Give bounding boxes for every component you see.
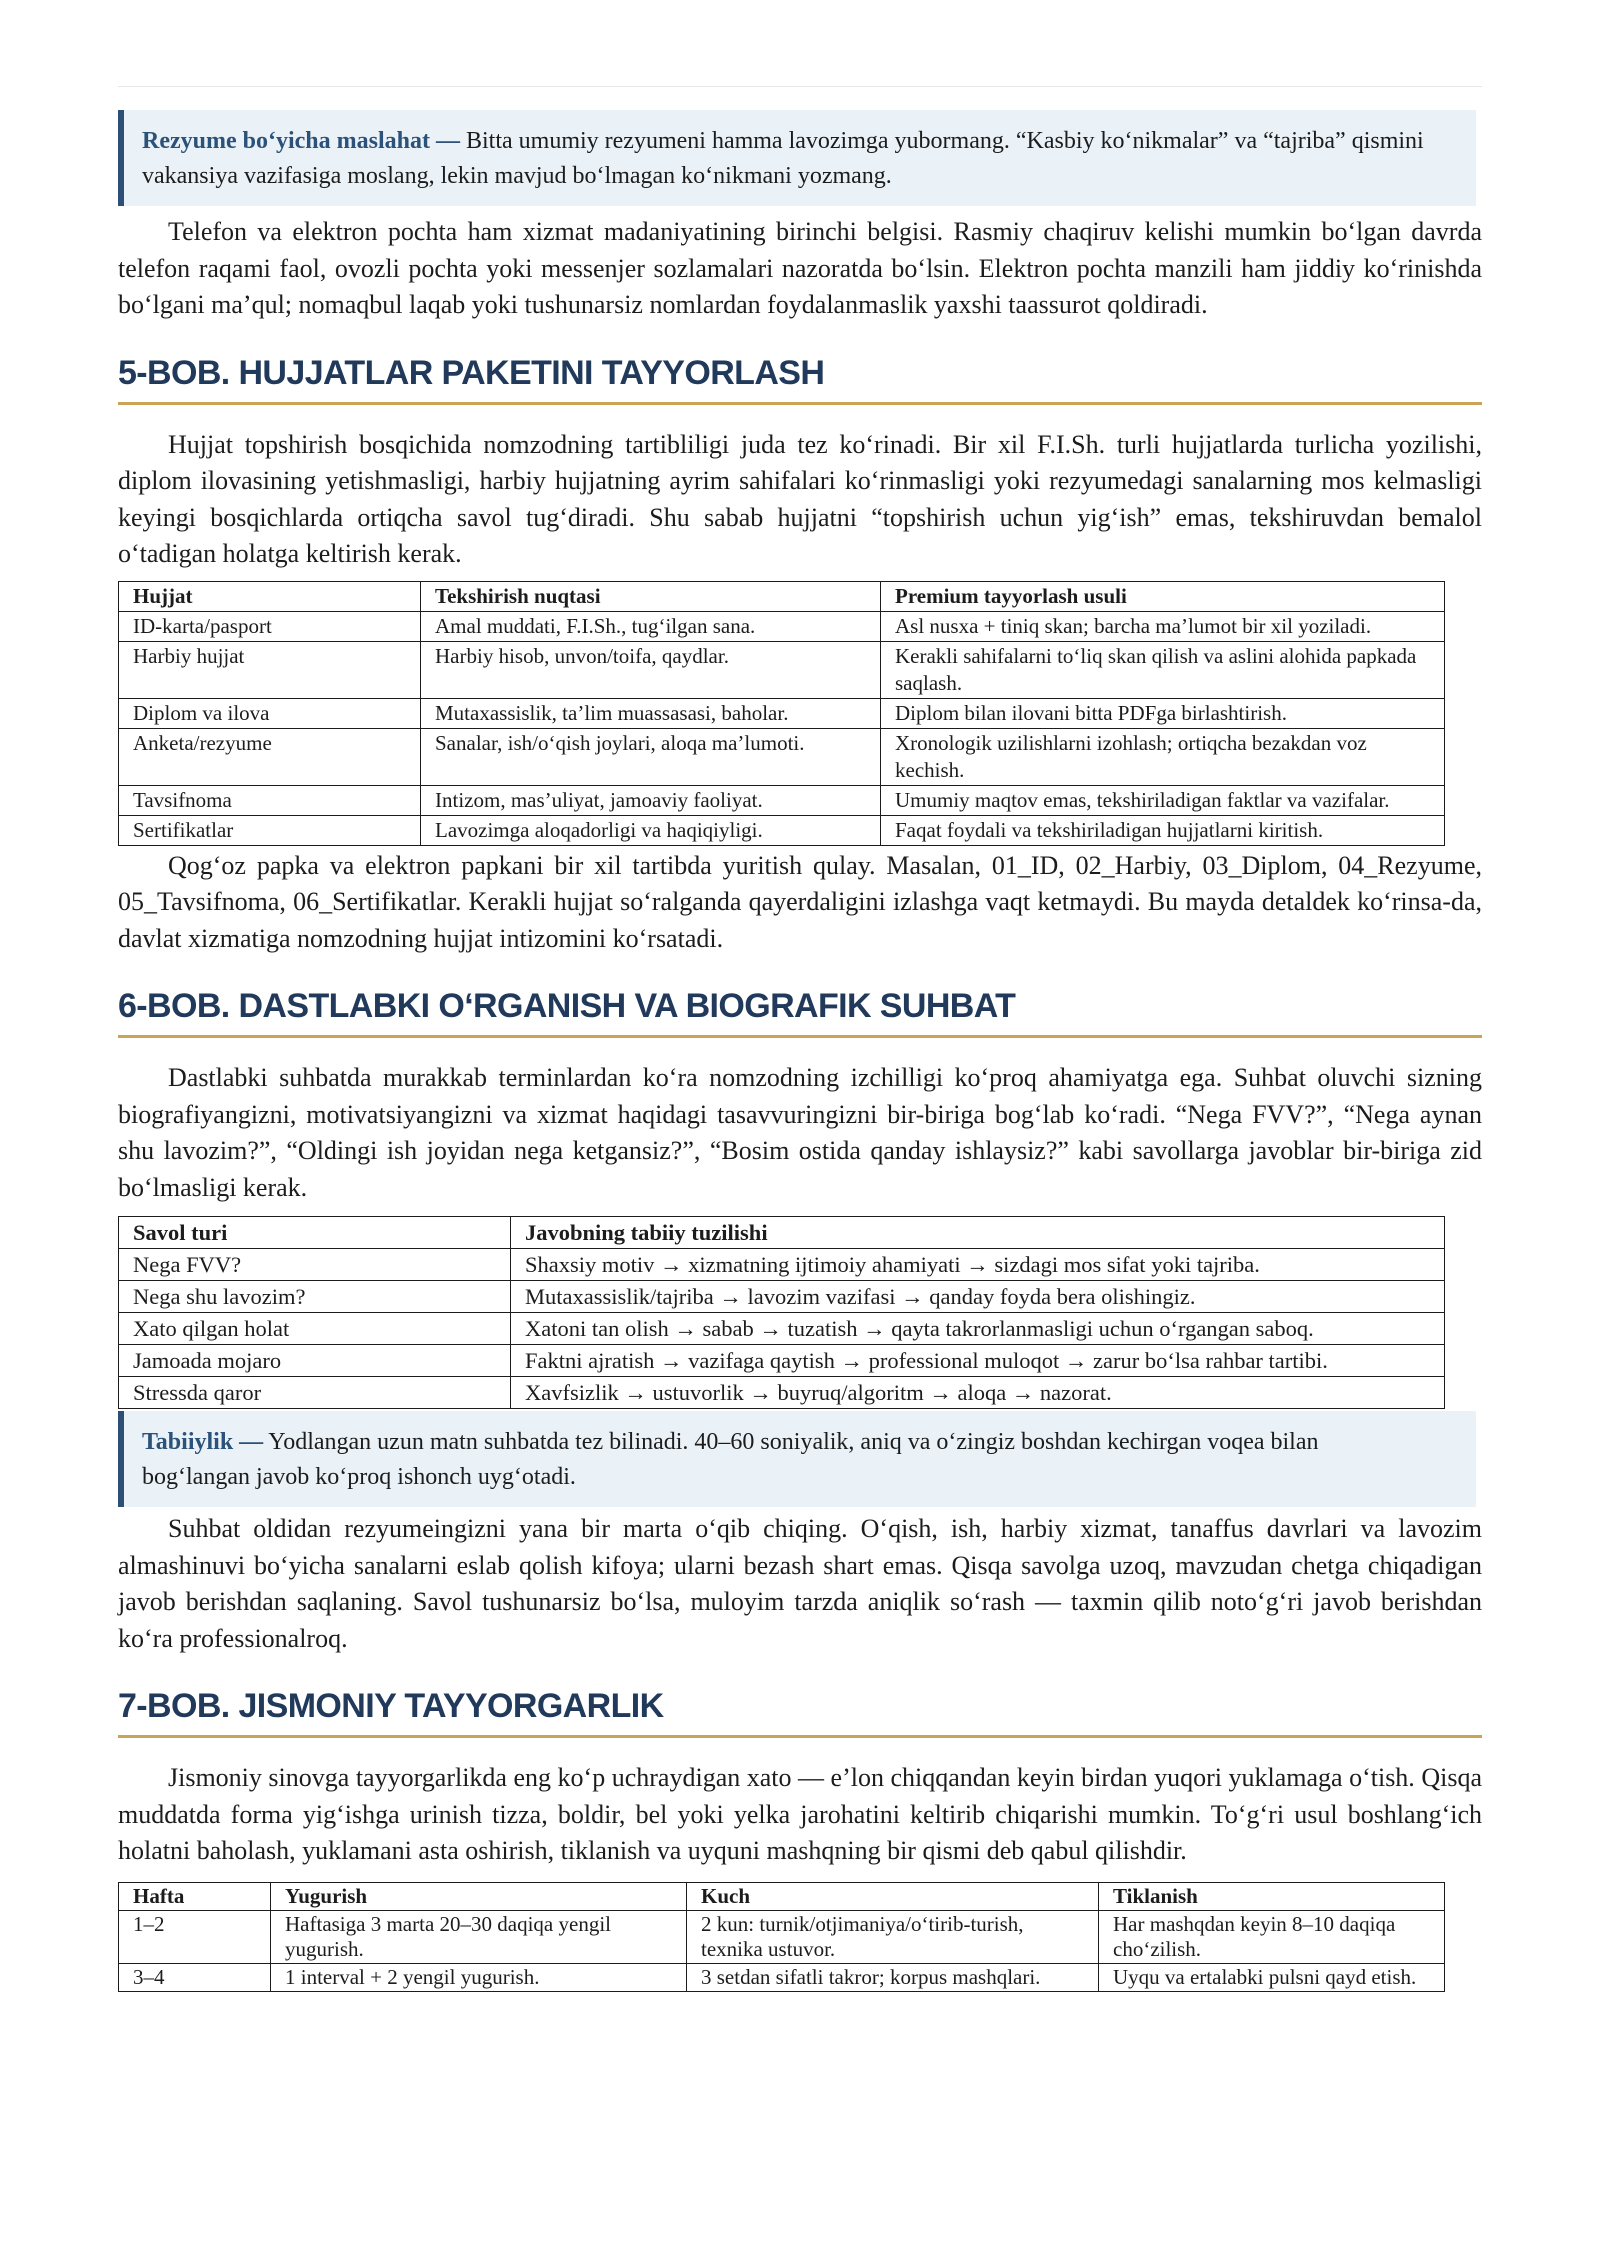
table-cell: Harbiy hisob, unvon/toifa, qaydlar. xyxy=(421,641,881,698)
table-row xyxy=(119,698,1445,728)
table-cell: Harbiy hujjat xyxy=(119,641,421,698)
table-cell: Faqat foydali va tekshiriladigan hujjatlarni kiritish. xyxy=(881,815,1445,845)
column-header: Tiklanish xyxy=(1099,1882,1445,1910)
column-header: Hafta xyxy=(119,1882,271,1910)
table-row xyxy=(119,1963,1445,1991)
table-cell: Asl nusxa + tiniq skan; barcha ma’lumot bir xil yoziladi. xyxy=(881,611,1445,641)
table-cell: Har mashqdan keyin 8–10 daqiqa cho‘zilish. xyxy=(1099,1910,1445,1963)
table-cell: Xronologik uzilishlarni izohlash; ortiqcha bezakdan voz kechish. xyxy=(881,728,1445,785)
training-plan-table xyxy=(118,1882,1445,1992)
table-cell: Nega FVV? xyxy=(119,1249,511,1281)
document-body xyxy=(118,110,1482,1992)
chapter-5-outro: Qog‘oz papka va elektron papkani bir xil tartibda yuritish qulay. Masalan, 01_ID, 02_Harbiy, 03_Diplom, 04_Rezyume, 05_Tavsifnoma, 06_Sertifikatlar. Kerakli hujjat so‘ralganda qayerdaligini izlashga vaqt ketmaydi. Bu mayda detaldek ko‘rinsa-da, davlat xizmatiga nomzodning hujjat intizomini ko‘rsatadi. xyxy=(118,850,1482,953)
table-header-row xyxy=(119,1882,1445,1910)
column-header: Premium tayyorlash usuli xyxy=(881,581,1445,611)
table-cell: Haftasiga 3 marta 20–30 daqiqa yengil yugurish. xyxy=(271,1910,687,1963)
chapter-7-title: 7-BOB. JISMONIY TAYYORGARLIK xyxy=(118,1685,1482,1738)
documents-table xyxy=(118,581,1445,846)
table-row xyxy=(119,1910,1445,1963)
chapter-5-title: 5-BOB. HUJJATLAR PAKETINI TAYYORLASH xyxy=(118,352,1482,405)
table-cell: Nega shu lavozim? xyxy=(119,1281,511,1313)
table-cell: 3 setdan sifatli takror; korpus mashqlari. xyxy=(687,1963,1099,1991)
table-cell: 1–2 xyxy=(119,1910,271,1963)
table-cell: 1 interval + 2 yengil yugurish. xyxy=(271,1963,687,1991)
chapter-6-outro: Suhbat oldidan rezyumeingizni yana bir marta o‘qib chiqing. O‘qish, ish, harbiy xizmat, tanaffus davrlari va lavozim almashinuvi bo‘yicha sanalarni eslab qolish kifoya; ularni bezash shart emas. Qisqa savolga uzoq, mavzudan chetga chiqadigan javob berishdan saqlaning. Savol tushunarsiz bo‘lsa, muloyim tarzda aniqlik so‘rash — taxmin qilib noto‘g‘ri javob berishdan ko‘ra professionalroq. xyxy=(118,1514,1482,1653)
table-row xyxy=(119,1313,1445,1345)
column-header: Savol turi xyxy=(119,1217,511,1249)
table-cell: Xatoni tan olish → sabab → tuzatish → qayta takrorlanmasligi uchun o‘rgangan saboq. xyxy=(511,1313,1445,1345)
table-row xyxy=(119,611,1445,641)
table-cell: Xato qilgan holat xyxy=(119,1313,511,1345)
table-cell: Mutaxassislik, ta’lim muassasasi, baholar. xyxy=(421,698,881,728)
table-cell: Stressda qaror xyxy=(119,1377,511,1409)
table-cell: 2 kun: turnik/otjimaniya/o‘tirib-turish, texnika ustuvor. xyxy=(687,1910,1099,1963)
table-cell: Intizom, mas’uliyat, jamoaviy faoliyat. xyxy=(421,785,881,815)
column-header: Tekshirish nuqtasi xyxy=(421,581,881,611)
table-row xyxy=(119,785,1445,815)
table-row xyxy=(119,1345,1445,1377)
chapter-5-intro: Hujjat topshirish bosqichida nomzodning tartibliligi juda tez ko‘rinadi. Bir xil F.I.Sh. turli hujjatlarda turlicha yozilishi, diplom ilovasining yetishmasligi, harbiy hujjatning ayrim sahifalari ko‘rinmasligi yoki rezyumedagi sanalarning mos kelmasligi keyingi bosqichlarda ortiqcha savol tug‘diradi. Shu sabab hujjatni “topshirish uchun yig‘ish” emas, tekshiruvdan bemalol o‘tadigan holatga keltirish kerak. xyxy=(118,429,1482,568)
table-cell: Shaxsiy motiv → xizmatning ijtimoiy ahamiyati → sizdagi mos sifat yoki tajriba. xyxy=(511,1249,1445,1281)
callout-text: Bitta umumiy rezyumeni hamma lavozimga yubormang. “Kasbiy ko‘nikmalar” va “tajriba” qismini vakansiya vazifasiga moslang, lekin mavjud bo‘lmagan ko‘nikmani yozmang. xyxy=(142,128,1424,189)
table-cell: Diplom va ilova xyxy=(119,698,421,728)
table-cell: Xavfsizlik → ustuvorlik → buyruq/algoritm → aloqa → nazorat. xyxy=(511,1377,1445,1409)
table-cell: Kerakli sahifalarni to‘liq skan qilish va aslini alohida papkada saqlash. xyxy=(881,641,1445,698)
table-cell: Lavozimga aloqadorligi va haqiqiyligi. xyxy=(421,815,881,845)
table-row xyxy=(119,1377,1445,1409)
table-cell: Amal muddati, F.I.Sh., tug‘ilgan sana. xyxy=(421,611,881,641)
column-header: Hujjat xyxy=(119,581,421,611)
callout-lead: Rezyume bo‘yicha maslahat — xyxy=(142,128,460,154)
table-cell: 3–4 xyxy=(119,1963,271,1991)
table-cell: ID-karta/pasport xyxy=(119,611,421,641)
table-row xyxy=(119,1249,1445,1281)
naturalness-tip-callout xyxy=(118,1411,1476,1507)
table-cell: Tavsifnoma xyxy=(119,785,421,815)
top-rule xyxy=(118,86,1482,87)
table-cell: Anketa/rezyume xyxy=(119,728,421,785)
column-header: Kuch xyxy=(687,1882,1099,1910)
table-cell: Uyqu va ertalabki pulsni qayd etish. xyxy=(1099,1963,1445,1991)
paragraph-contact: Telefon va elektron pochta ham xizmat madaniyatining birinchi belgisi. Rasmiy chaqiruv kelishi mumkin bo‘lgan davrda telefon raqami faol, ovozli pochta yoki messenjer sozlamalari nazoratda bo‘lsin. Elektron pochta manzili ham jiddiy ko‘rinishda bo‘lgani ma’qul; nomaqbul laqab yoki tushunarsiz nomlardan foydalanmaslik yaxshi taassurot qoldiradi. xyxy=(118,217,1482,319)
table-row xyxy=(119,815,1445,845)
table-cell: Umumiy maqtov emas, tekshiriladigan faktlar va vazifalar. xyxy=(881,785,1445,815)
table-row xyxy=(119,1281,1445,1313)
chapter-6-title: 6-BOB. DASTLABKI O‘RGANISH VA BIOGRAFIK SUHBAT xyxy=(118,985,1482,1038)
interview-questions-table xyxy=(118,1216,1445,1409)
table-header-row xyxy=(119,581,1445,611)
table-cell: Mutaxassislik/tajriba → lavozim vazifasi → qanday foyda bera olishingiz. xyxy=(511,1281,1445,1313)
callout-lead: Tabiiylik — xyxy=(142,1429,264,1455)
table-cell: Sertifikatlar xyxy=(119,815,421,845)
column-header: Javobning tabiiy tuzilishi xyxy=(511,1217,1445,1249)
callout-text: Yodlangan uzun matn suhbatda tez bilinadi. 40–60 soniyalik, aniq va o‘zingiz boshdan kechirgan voqea bilan bog‘langan javob ko‘proq ishonch uyg‘otadi. xyxy=(142,1429,1319,1490)
chapter-6-intro: Dastlabki suhbatda murakkab terminlardan ko‘ra nomzodning izchilligi ko‘proq ahamiyatga ega. Suhbat oluvchi sizning biografiyangizni, motivatsiyangizni va xizmat haqidagi tasavvuringizni bir-biriga bog‘lab ko‘radi. “Nega FVV?”, “Nega aynan shu lavozim?”, “Oldingi ish joyidan nega ketgansiz?”, “Bosim ostida qanday ishlaysiz?” kabi savollarga javoblar bir-biriga zid bo‘lmasligi kerak. xyxy=(118,1063,1482,1202)
table-cell: Faktni ajratish → vazifaga qaytish → professional muloqot → zarur bo‘lsa rahbar tartibi. xyxy=(511,1345,1445,1377)
resume-tip-callout xyxy=(118,110,1476,206)
table-header-row xyxy=(119,1217,1445,1249)
table-row xyxy=(119,641,1445,698)
table-cell: Jamoada mojaro xyxy=(119,1345,511,1377)
table-row xyxy=(119,728,1445,785)
table-cell: Diplom bilan ilovani bitta PDFga birlashtirish. xyxy=(881,698,1445,728)
table-cell: Sanalar, ish/o‘qish joylari, aloqa ma’lumoti. xyxy=(421,728,881,785)
column-header: Yugurish xyxy=(271,1882,687,1910)
chapter-7-intro: Jismoniy sinovga tayyorgarlikda eng ko‘p uchraydigan xato — e’lon chiqqandan keyin birdan yuqori yuklamaga o‘tish. Qisqa muddatda forma yig‘ishga urinish tizza, boldir, bel yoki yelka jarohatini keltirib chiqarishi mumkin. To‘g‘ri usul boshlang‘ich holatni baholash, yuklamani asta oshirish, tiklanish va uyquni mashqning bir qismi deb qabul qilishdir. xyxy=(118,1763,1482,1865)
